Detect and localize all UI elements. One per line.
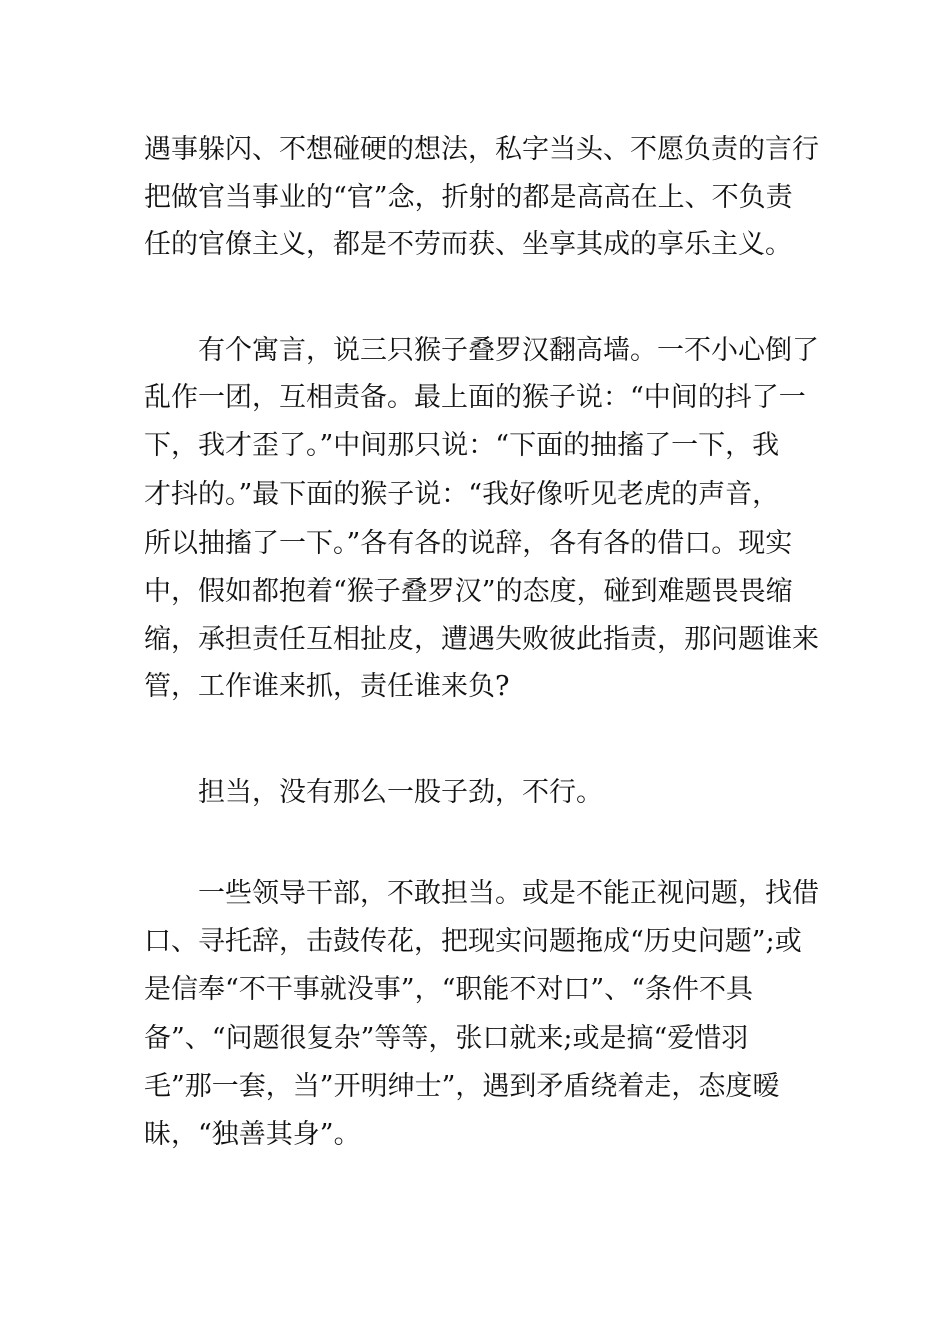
paragraph-2-line-2: 乱作一团，互相责备。最上面的猴子说：“中间的抖了一 <box>144 382 806 413</box>
paragraph-2-line-5: 所以抽搐了一下。”各有各的说辞，各有各的借口。现实 <box>144 528 793 559</box>
paragraph-1-line-3: 任的官僚主义，都是不劳而获、坐享其成的享乐主义。 <box>144 229 792 260</box>
paragraph-1-line-2: 把做官当事业的“官”念，折射的都是高高在上、不负责 <box>144 182 793 213</box>
paragraph-2-line-3: 下，我才歪了。”中间那只说：“下面的抽搐了一下，我 <box>144 430 780 461</box>
paragraph-4-line-4: 备”、“问题很复杂”等等，张口就来;或是搞“爱惜羽 <box>144 1023 749 1054</box>
paragraph-4-line-5: 毛”那一套，当”开明绅士”，遇到矛盾绕着走，态度暧 <box>144 1071 780 1102</box>
paragraph-4-line-6: 昧，“独善其身”。 <box>144 1119 361 1150</box>
paragraph-4-line-1: 一些领导干部，不敢担当。或是不能正视问题，找借 <box>198 878 819 909</box>
paragraph-2-line-8: 管，工作谁来抓，责任谁来负? <box>144 671 510 702</box>
paragraph-2-line-1: 有个寓言，说三只猴子叠罗汉翻高墙。一不小心倒了 <box>198 335 819 366</box>
paragraph-2-line-7: 缩，承担责任互相扯皮，遭遇失败彼此指责，那问题谁来 <box>144 624 819 655</box>
paragraph-4-line-2: 口、寻托辞，击鼓传花，把现实问题拖成“历史问题”;或 <box>144 926 802 957</box>
paragraph-1-line-1: 遇事躲闪、不想碰硬的想法，私字当头、不愿负责的言行 <box>144 134 819 165</box>
paragraph-4-line-3: 是信奉“不干事就没事”，“职能不对口”、“条件不具 <box>144 974 754 1005</box>
paragraph-2-line-6: 中，假如都抱着“猴子叠罗汉”的态度，碰到难题畏畏缩 <box>144 576 793 607</box>
paragraph-2-line-4: 才抖的。”最下面的猴子说：“我好像听见老虎的声音， <box>144 479 780 510</box>
paragraph-3-line-1: 担当，没有那么一股子劲，不行。 <box>198 777 603 808</box>
